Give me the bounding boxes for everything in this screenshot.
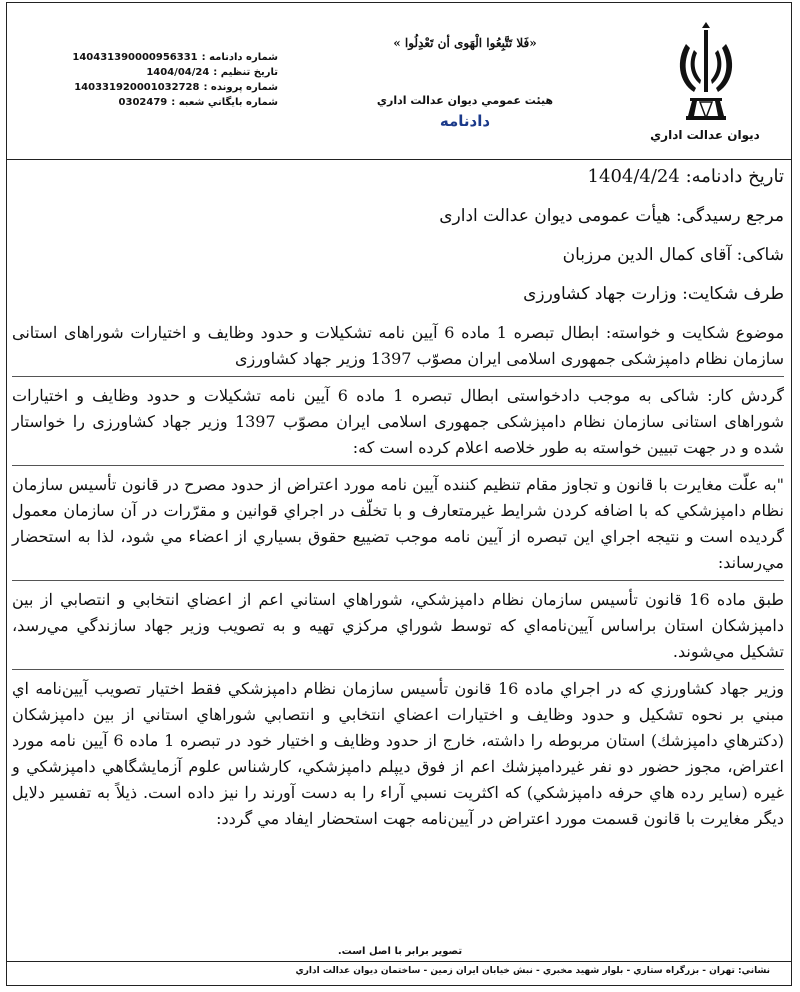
header-divider xyxy=(6,159,792,160)
verdict-number-row xyxy=(68,50,278,65)
procedure-summary: گردش کار: شاکی به موجب دادخواستی ابطال تبصره 1 ماده 6 آیین نامه تشکیلات و حدود وظایف و اختیارات شوراهای استانی سازمان نظام دامپزشکی جمهوری اسلامی ایران مصوّب 1397 وزیر جهاد کشاورزی را خواستار شده و در جهت تبیین خواسته به طور خلاصه اعلام کرده است که: xyxy=(12,386,785,457)
verdict-date: تاریخ دادنامه: 1404/4/24 xyxy=(587,166,784,187)
issue-date-value: 1404/04/24 xyxy=(146,67,210,78)
case-number-value: 140331920001032728 xyxy=(74,82,200,93)
plaintiff: شاکی: آقای کمال الدین مرزبان xyxy=(562,245,784,265)
iran-emblem-icon xyxy=(672,20,740,124)
complaint-paragraph: وزير جهاد كشاورزي كه در اجراي ماده 16 قانون تأسيس سازمان نظام دامپزشكي فقط اختيار تصويب آيين‌نامه اي مبني بر نحوه تشكيل و حدود وظايف و اختيارات اعضاي انتخابي و انتصابي شوراهاي استاني از بين دامپزشكان (دكترهاي دامپزشك) استان مربوطه را داشته، خارج از حدود وظايف و اختيار خود در تبصره 1 ماده 6 آيين نامه مورد اعتراض، مجوز حضور دو نفر غيردامپزشك اعم از فوق ديپلم دامپزشكي، كارشناس علوم آزمايشگاهي دامپزشكي و غيره (ساير رده هاي حرفه دامپزشكي) كه اكثريت نسبي آراء را به دست آورند را نيز داده است. ذيلاً به تفسير دلايل ديگر مغايرت با قانون قسمت مورد اعتراض در آيين‌نامه جهت استحضار ايفاد مي گردد: xyxy=(12,679,785,828)
court-name: ديوان عدالت اداري xyxy=(650,128,760,142)
footer-divider xyxy=(6,961,792,962)
issue-date-row xyxy=(68,65,278,80)
defendant: طرف شکایت: وزارت جهاد کشاورزی xyxy=(523,284,784,304)
issue-date-label: تاريخ تنظيم : xyxy=(213,67,278,78)
review-authority: مرجع رسیدگی: هیأت عمومی دیوان عدالت اداری xyxy=(439,206,784,226)
section-divider xyxy=(12,669,784,670)
section-divider xyxy=(12,376,784,377)
quran-motto: «فَلا تَتَّبِعُوا الْهَوى أن تَعْدِلُوا » xyxy=(393,36,537,50)
certified-copy-note: تصوير برابر با اصل است. xyxy=(337,946,463,957)
court-address: نشاني: تهران - بزرگراه ستاري - بلوار شهيد مخبري - نبش خيابان ايران زمين - ساختمان ديوان عدالت اداري xyxy=(295,966,770,976)
verdict-body xyxy=(12,164,784,832)
complaint-paragraph: طبق ماده 16 قانون تأسيس سازمان نظام دامپزشكي، شوراهاي استاني اعم از اعضاي انتخابي و انتصابي از بين دامپزشكان استان براساس آيين‌نامه‌اي كه توسط شوراي مركزي تهيه و به تصويب وزير جهاد سازندگي مي‌رسد، تشكيل مي‌شوند. xyxy=(12,590,785,661)
document-title: دادنامه xyxy=(439,112,491,130)
complaint-subject: موضوع شکایت و خواسته: ابطال تبصره 1 ماده 6 آیین نامه تشکیلات و حدود وظایف و اختیارات شوراهای استانی سازمان نظام دامپزشکی جمهوری اسلامی ایران مصوّب 1397 وزیر جهاد کشاورزی xyxy=(12,323,785,368)
complaint-paragraph: "به علّت مغايرت با قانون و تجاوز مقام تنظيم كننده آيين نامه مورد اعتراض از حدود مصرح در قانون تأسيس سازمان نظام دامپزشكي كه با اضافه كردن شرايط غيرمتعارف و با تخلّف در اجراي قوانين و مقرّرات در آن سازمان معمول گرديده است و نتيجه اجراي اين تبصره از آيين نامه موجب تضييع حقوق بسياري از اعضاء مي شود، لذا به استحضار مي‌رساند: xyxy=(12,475,785,572)
case-metadata xyxy=(68,50,278,110)
case-number-label: شماره پرونده : xyxy=(203,82,278,93)
case-number-row xyxy=(68,80,278,95)
section-divider xyxy=(12,465,784,466)
archive-number-label: شماره بايگاني شعبه : xyxy=(171,97,278,108)
verdict-number-value: 140431390000956331 xyxy=(72,52,198,63)
verdict-number-label: شماره دادنامه : xyxy=(201,52,278,63)
archive-number-row xyxy=(68,95,278,110)
section-divider xyxy=(12,580,784,581)
archive-number-value: 0302479 xyxy=(118,97,168,108)
board-name: هيئت عمومي ديوان عدالت اداري xyxy=(376,94,554,107)
